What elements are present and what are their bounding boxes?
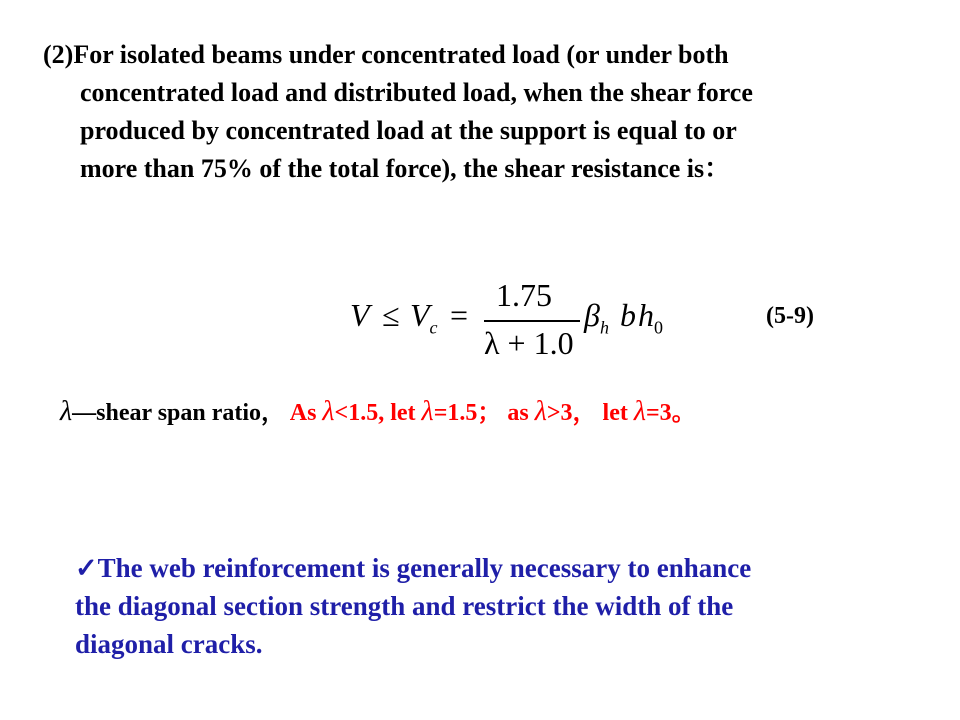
equation-number: (5-9) (766, 303, 814, 329)
lambda-conditions: As λ<1.5, let λ=1.5； as λ>3， let λ=3。 (289, 396, 696, 427)
shear-resistance-formula (350, 275, 750, 365)
web-reinforcement-note (75, 549, 905, 663)
intro-line-1: (2)For isolated beams under concentrated load (or under both (43, 40, 729, 69)
note-line-3: diagonal cracks. (75, 629, 263, 659)
formula-fraction-bar (484, 320, 580, 322)
formula-numerator: 1.75 (496, 277, 552, 313)
formula-b: b (620, 297, 636, 333)
formula-beta-h: $\beta_h$ (584, 297, 609, 338)
note-line-2: the diagonal section strength and restrict the width of the (75, 591, 734, 621)
formula-leq: ≤ (382, 297, 400, 333)
intro-line-2: concentrated load and distributed load, when the shear force (80, 78, 753, 107)
formula-V: V (350, 297, 370, 333)
definition-text: —shear span ratio， (72, 400, 286, 426)
formula-equals: = (450, 297, 469, 333)
intro-line-4: more than 75% of the total force), the shear resistance is： (80, 154, 731, 183)
lambda-symbol: λ (60, 396, 73, 427)
formula-Vc: $V_c$ (410, 297, 438, 338)
intro-line-3: produced by concentrated load at the support is equal to or (80, 116, 737, 145)
lambda-definition (60, 392, 696, 428)
note-line-1: ✓The web reinforcement is generally necessary to enhance (75, 553, 752, 583)
formula-denominator: λ + 1.0 (484, 325, 574, 361)
formula-h0: $h_0$ (638, 297, 663, 338)
intro-paragraph (43, 36, 923, 188)
